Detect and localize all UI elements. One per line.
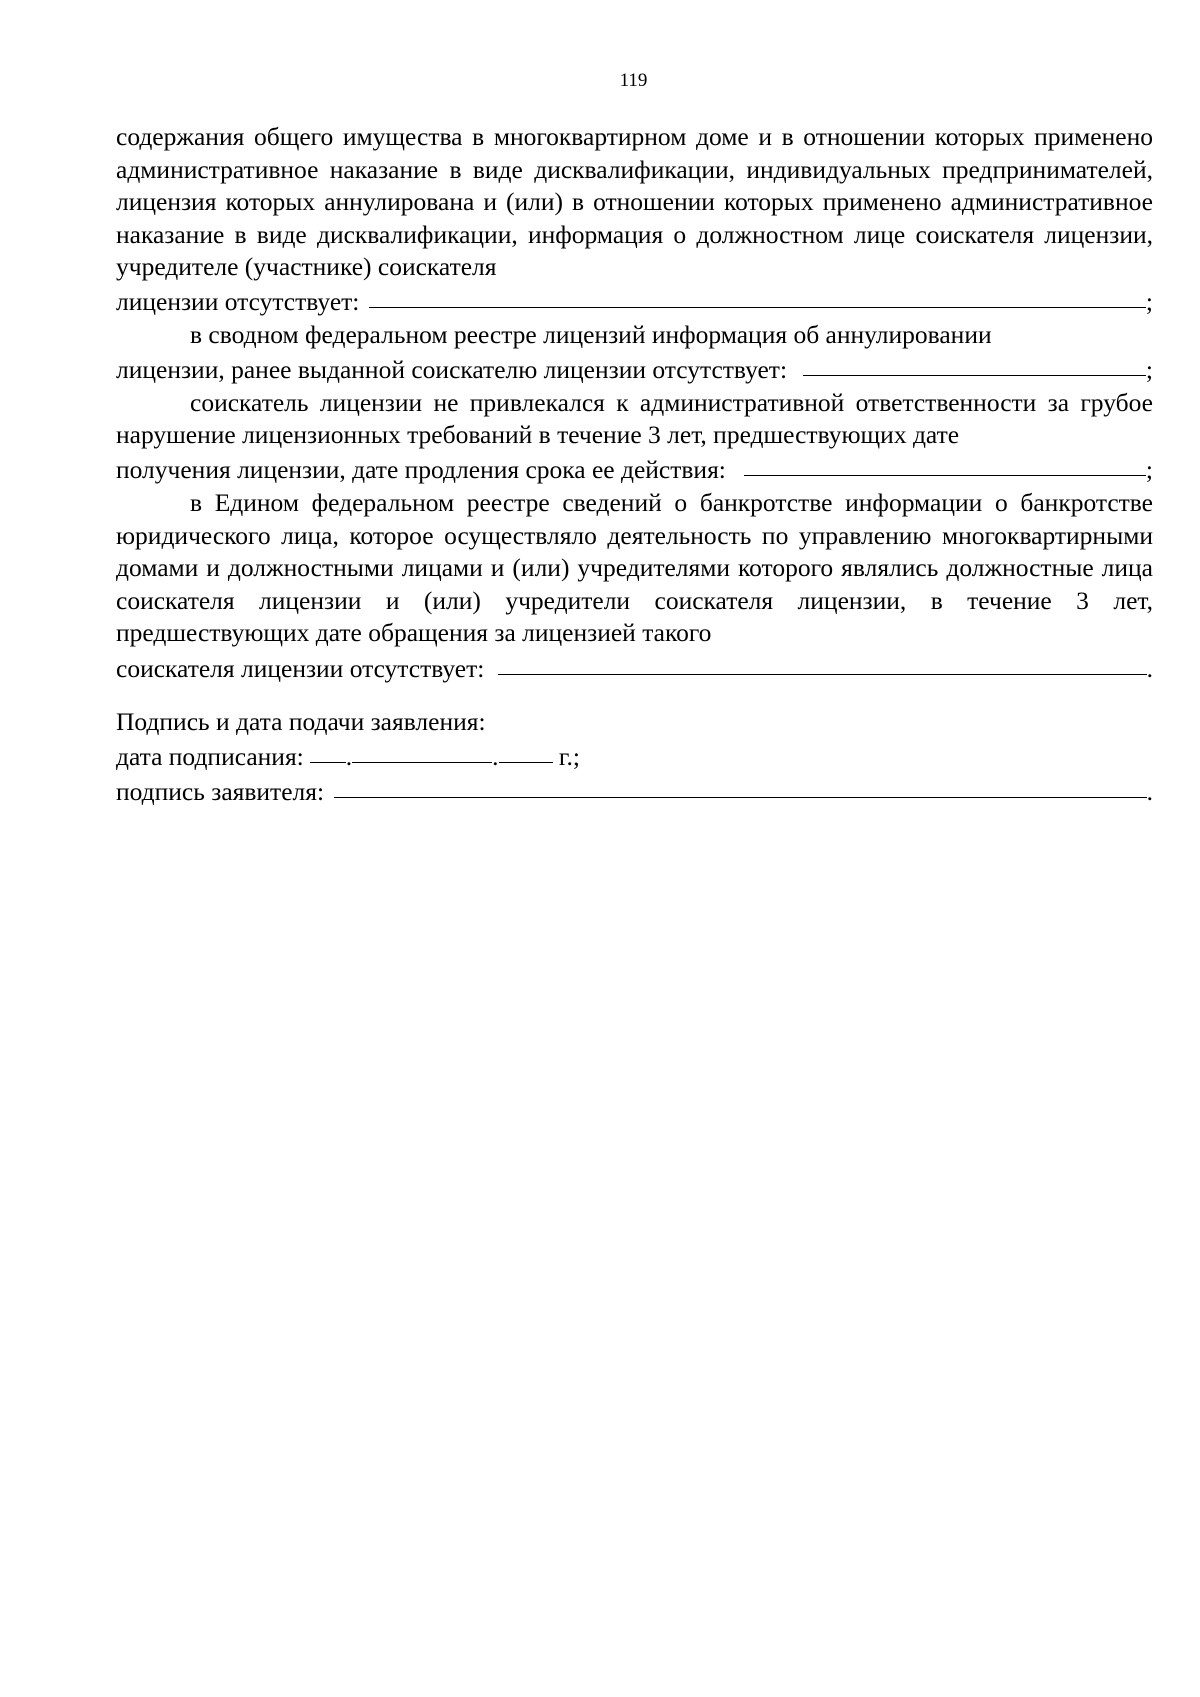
participants-absent-row bbox=[116, 284, 1153, 319]
annulment-absent-row bbox=[116, 352, 1153, 387]
administrative-row bbox=[116, 452, 1153, 487]
administrative-label: получения лицензии, дате продления срока ее действия: bbox=[116, 455, 726, 485]
signature-block bbox=[116, 706, 1153, 809]
bankruptcy-label: соискателя лицензии отсутствует: bbox=[116, 653, 485, 683]
annulment-absent-end: ; bbox=[1145, 355, 1153, 385]
document-body bbox=[116, 121, 1153, 685]
applicant-signature-field[interactable] bbox=[334, 772, 1147, 799]
signing-day-field[interactable] bbox=[310, 737, 346, 764]
paragraph-bankruptcy-text: в Едином федеральном реестре сведений о банкротстве информации о банкротстве юридического лица, которое осуществляло деятельность по управлению многоквартирными домами и должностными лицами и (или) учредителями которого являлись должностные лица соискателя лицензии и (или) учредители соискателя лицензии, в течение 3 лет, предшествующих дате обращения за лицензией такого bbox=[116, 488, 1153, 648]
page-number: 119 bbox=[619, 70, 648, 91]
administrative-end: ; bbox=[1145, 455, 1153, 485]
administrative-field[interactable] bbox=[744, 450, 1146, 477]
participants-absent-end: ; bbox=[1145, 287, 1153, 317]
paragraph-administrative bbox=[116, 387, 1153, 452]
paragraph-bankruptcy bbox=[116, 487, 1153, 650]
signing-date-row bbox=[116, 739, 1153, 774]
applicant-signature-row bbox=[116, 774, 1153, 809]
annulment-absent-field[interactable] bbox=[803, 350, 1146, 377]
paragraph-federal-registry bbox=[116, 319, 1153, 352]
signing-date-separator-1: . bbox=[345, 742, 353, 772]
applicant-signature-label: подпись заявителя: bbox=[116, 777, 325, 807]
bankruptcy-row bbox=[116, 650, 1153, 685]
paragraph-federal-registry-text: в сводном федеральном реестре лицензий информация об аннулировании bbox=[190, 320, 992, 350]
annulment-absent-label: лицензии, ранее выданной соискателю лицензии отсутствует: bbox=[116, 355, 788, 385]
paragraph-administrative-text: соискатель лицензии не привлекался к административной ответственности за грубое нарушение лицензионных требований в течение 3 лет, предшествующих дате bbox=[116, 387, 1153, 450]
participants-absent-field[interactable] bbox=[369, 282, 1146, 309]
signature-heading: Подпись и дата подачи заявления: bbox=[116, 707, 486, 736]
paragraph-participants bbox=[116, 121, 1153, 284]
bankruptcy-end: . bbox=[1146, 653, 1153, 683]
signing-date-label: дата подписания: bbox=[116, 742, 304, 772]
paragraph-participants-text: содержания общего имущества в многоквартирном доме и в отношении которых применено административное наказание в виде дисквалификации, индивидуальных предпринимателей, лицензия которых аннулирована и (или) в отношении которых применено административное наказание в виде дисквалификации, информация о должностном лице соискателя лицензии, учредителе (участнике) соискателя bbox=[116, 122, 1153, 282]
signing-year-suffix: г.; bbox=[552, 742, 580, 772]
signing-year-field[interactable] bbox=[499, 737, 553, 764]
bankruptcy-field[interactable] bbox=[498, 648, 1146, 675]
signing-date-separator-2: . bbox=[492, 742, 499, 772]
applicant-signature-end: . bbox=[1146, 777, 1153, 807]
signing-month-field[interactable] bbox=[352, 737, 492, 764]
participants-absent-label: лицензии отсутствует: bbox=[116, 287, 360, 317]
